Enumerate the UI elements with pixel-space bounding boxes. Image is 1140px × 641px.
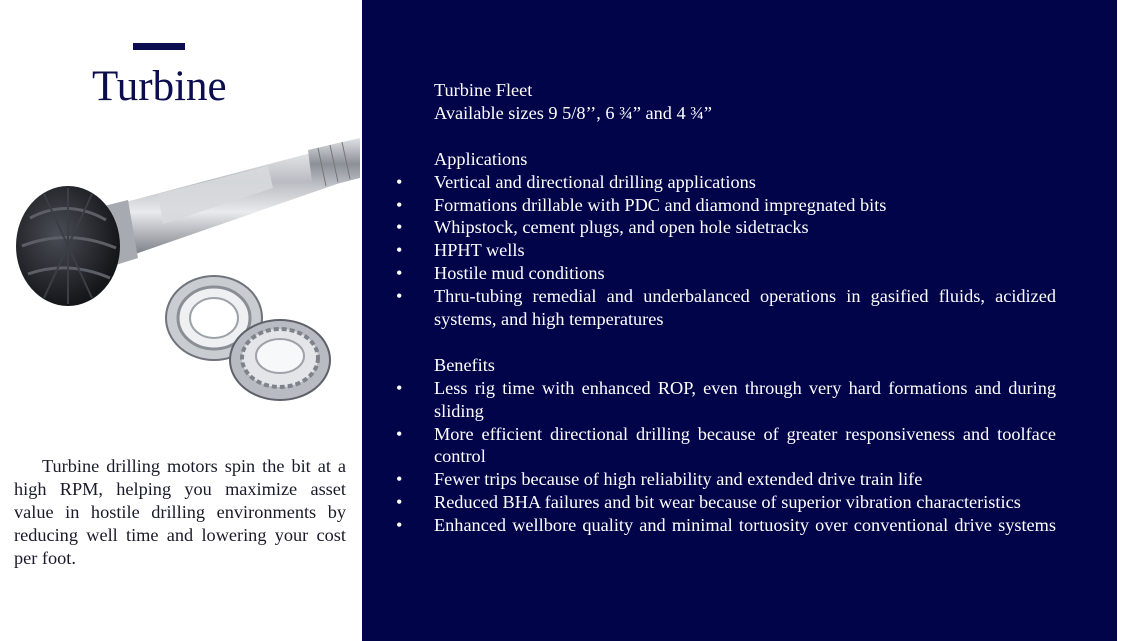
bullet-icon: • [396,240,403,261]
list-item: • Fewer trips because of high reliability and extended drive train life [396,469,923,490]
right-panel [362,0,1117,641]
turbine-product-image [8,128,362,418]
list-item: • Vertical and directional drilling applications [396,171,756,192]
list-item: • Reduced BHA failures and bit wear because of superior vibration characteristics [396,492,1021,513]
list-item: • Formations drillable with PDC and diamond impregnated bits [396,194,887,215]
left-panel [0,0,362,641]
list-item: • More efficient directional drilling because of greater responsiveness and toolface control [396,423,1056,467]
bullet-icon: • [396,171,403,192]
features-content [396,79,1056,537]
list-item: • Enhanced wellbore quality and minimal tortuosity over conventional drive systems [396,515,1056,536]
right-margin-strip [1117,0,1140,641]
applications-heading: Applications [434,148,528,169]
title-accent-bar [133,43,185,50]
product-description: Turbine drilling motors spin the bit at a high RPM, helping you maximize asset value in hostile drilling environments by reducing well time and lowering your cost per foot. [14,456,346,568]
benefits-heading: Benefits [434,354,495,375]
fleet-sizes: Available sizes 9 5/8’’, 6 ¾” and 4 ¾” [434,102,713,123]
drill-bit [16,186,120,306]
list-item: • Less rig time with enhanced ROP, even through very hard formations and during sliding [396,377,1056,421]
list-item: • Hostile mud conditions [396,263,605,284]
bullet-icon: • [396,377,403,398]
bullet-icon: • [396,263,403,284]
bearing-small [230,320,330,400]
bullet-icon: • [396,217,403,238]
page-title: Turbine [92,63,227,110]
list-item: • Thru-tubing remedial and underbalanced operations in gasified fluids, acidized systems, and high temperatures [396,286,1056,330]
list-item: • Whipstock, cement plugs, and open hole sidetracks [396,217,809,238]
bullet-icon: • [396,423,403,444]
list-item: • HPHT wells [396,240,525,261]
turbine-shaft [88,138,360,270]
bullet-icon: • [396,492,403,513]
applications-list [396,171,1056,331]
fleet-heading: Turbine Fleet [434,80,533,100]
benefits-list [396,377,1056,537]
bullet-icon: • [396,194,403,215]
bullet-icon: • [396,469,403,490]
bullet-icon: • [396,515,403,536]
bullet-icon: • [396,286,403,307]
